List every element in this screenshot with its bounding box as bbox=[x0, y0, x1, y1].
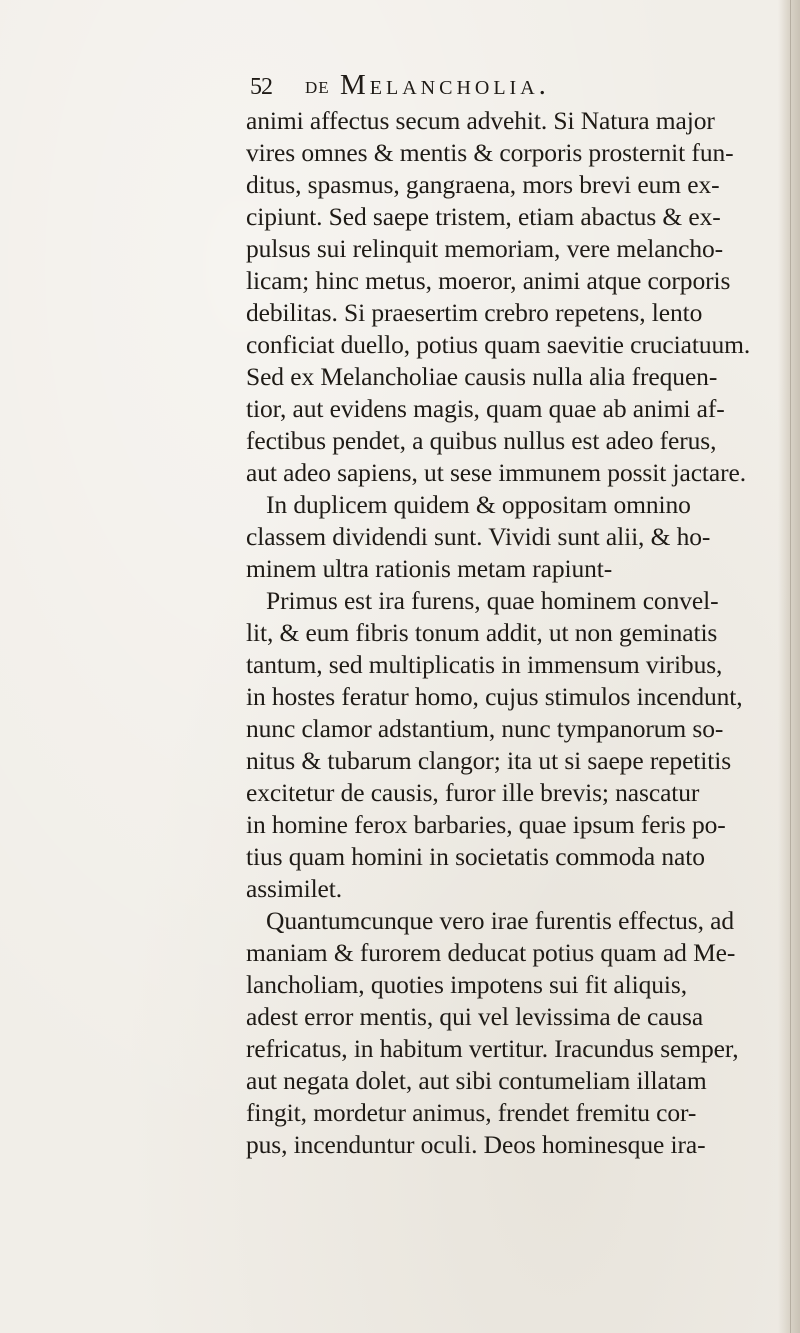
text-line: nitus & tubarum clangor; ita ut si saepe repetitis bbox=[246, 746, 732, 775]
text-line: aut negata dolet, aut sibi contumeliam illatam bbox=[246, 1066, 707, 1095]
text-line: nunc clamor adstantium, nunc tympanorum so- bbox=[246, 714, 724, 743]
text-line: classem dividendi sunt. Vividi sunt alii, & ho- bbox=[246, 522, 711, 551]
running-head-prefix: DE bbox=[305, 78, 330, 97]
text-line: refricatus, in habitum vertitur. Iracundus semper, bbox=[246, 1034, 739, 1063]
text-line: assimilet. bbox=[246, 874, 343, 903]
text-line: conficiat duello, potius quam saevitie cruciatuum. bbox=[246, 330, 751, 359]
running-head-title: Melancholia. bbox=[340, 69, 550, 101]
text-line: minem ultra rationis metam rapiunt- bbox=[246, 554, 613, 583]
text-line: tantum, sed multiplicatis in immensum viribus, bbox=[246, 650, 723, 679]
text-line: lit, & eum fibris tonum addit, ut non geminatis bbox=[246, 618, 718, 647]
text-line: in homine ferox barbaries, quae ipsum feris po- bbox=[246, 810, 726, 839]
text-line: vires omnes & mentis & corporis prosternit fun- bbox=[246, 138, 734, 167]
text-line: tior, aut evidens magis, quam quae ab animi af- bbox=[246, 394, 725, 423]
text-line: licam; hinc metus, moeror, animi atque corporis bbox=[246, 266, 731, 295]
text-line: pulsus sui relinquit memoriam, vere melancho- bbox=[246, 234, 724, 263]
text-line: Primus est ira furens, quae hominem convel- bbox=[266, 586, 719, 615]
text-line: Quantumcunque vero irae furentis effectus, ad bbox=[266, 906, 735, 935]
text-line: maniam & furorem deducat potius quam ad Me- bbox=[246, 938, 736, 967]
text-line: debilitas. Si praesertim crebro repetens, lento bbox=[246, 298, 703, 327]
text-line: In duplicem quidem & oppositam omnino bbox=[266, 490, 691, 519]
page-number: 52 bbox=[250, 74, 272, 100]
text-line: excitetur de causis, furor ille brevis; nascatur bbox=[246, 778, 700, 807]
text-line: aut adeo sapiens, ut sese immunem possit jactare. bbox=[246, 458, 747, 487]
text-line: cipiunt. Sed saepe tristem, etiam abactus & ex- bbox=[246, 202, 721, 231]
text-line: in hostes feratur homo, cujus stimulos incendunt, bbox=[246, 682, 743, 711]
text-line: fectibus pendet, a quibus nullus est adeo ferus, bbox=[246, 426, 717, 455]
text-line: Sed ex Melancholiae causis nulla alia frequen- bbox=[246, 362, 718, 391]
text-line: lancholiam, quoties impotens sui fit aliquis, bbox=[246, 970, 687, 999]
text-line: tius quam homini in societatis commoda nato bbox=[246, 842, 705, 871]
text-line: fingit, mordetur animus, frendet fremitu cor- bbox=[246, 1098, 697, 1127]
text-line: pus, incenduntur oculi. Deos hominesque ira- bbox=[246, 1130, 706, 1159]
text-line: ditus, spasmus, gangraena, mors brevi eum ex- bbox=[246, 170, 720, 199]
text-line: adest error mentis, qui vel levissima de causa bbox=[246, 1002, 704, 1031]
text-line: animi affectus secum advehit. Si Natura major bbox=[246, 106, 715, 135]
body-text bbox=[246, 105, 796, 1161]
